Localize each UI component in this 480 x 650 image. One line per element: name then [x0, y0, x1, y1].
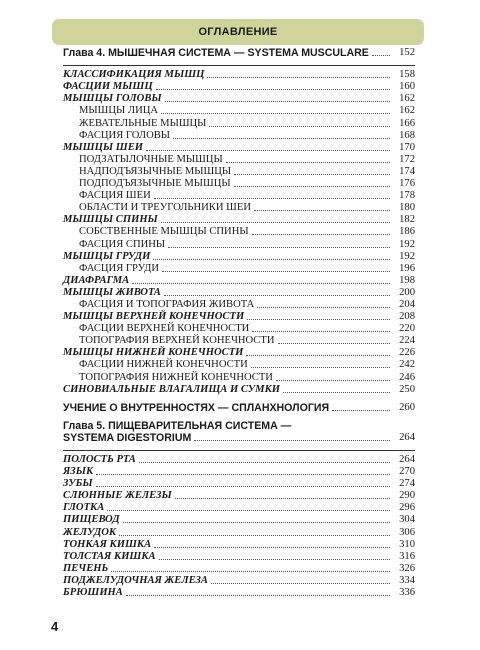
- toc-entry-page: 306: [399, 526, 415, 538]
- toc-entry-page: 172: [399, 153, 415, 165]
- toc-entry-label: СОБСТВЕННЫЕ МЫШЦЫ СПИНЫ: [79, 226, 249, 238]
- splanchnology-title: УЧЕНИЕ О ВНУТРЕННОСТЯХ — СПЛАНХНОЛОГИЯ: [63, 401, 330, 414]
- chapter-4-entries: [63, 69, 415, 396]
- leader-dots: [175, 498, 390, 499]
- toc-entry[interactable]: [63, 514, 415, 526]
- toc-entry[interactable]: [63, 466, 415, 478]
- toc-entry[interactable]: [63, 347, 415, 359]
- toc-entry-label: ОБЛАСТИ И ТРЕУГОЛЬНИКИ ШЕИ: [79, 202, 251, 214]
- toc-entry-label: БРЮШИНА: [63, 587, 123, 599]
- toc-entry-page: 168: [399, 129, 415, 141]
- toc-entry-label: ЯЗЫК: [63, 466, 94, 478]
- toc-entry-page: 334: [399, 574, 415, 586]
- toc-entry-label: ФАСЦИЯ ГРУДИ: [79, 262, 159, 274]
- leader-dots: [153, 259, 390, 260]
- toc-entry-label: МЫШЦЫ ГОЛОВЫ: [63, 93, 162, 105]
- toc-entry-page: 198: [399, 274, 415, 286]
- leader-dots: [161, 222, 390, 223]
- toc-entry-label: ПОДПОДЪЯЗЫЧНЫЕ МЫШЦЫ: [79, 178, 231, 190]
- toc-entry-label: ПОДЖЕЛУДОЧНАЯ ЖЕЛЕЗА: [63, 574, 208, 586]
- chapter-5-entry[interactable]: [63, 432, 415, 444]
- leader-dots: [278, 343, 391, 344]
- toc-entry-label: ФАСЦИИ ВЕРХНЕЙ КОНЕЧНОСТИ: [79, 323, 250, 335]
- toc-entry-label: ТОЛСТАЯ КИШКА: [63, 550, 156, 562]
- toc-entry-label: МЫШЦЫ НИЖНЕЙ КОНЕЧНОСТИ: [63, 347, 244, 359]
- toc-entry-label: ГЛОТКА: [63, 502, 105, 514]
- toc-entry-page: 176: [399, 178, 415, 190]
- toc-entry-label: МЫШЦЫ ЛИЦА: [79, 105, 159, 117]
- toc-entry-page: 196: [399, 262, 415, 274]
- leader-dots: [234, 174, 390, 175]
- leader-dots: [226, 162, 390, 163]
- leader-dots: [132, 283, 390, 284]
- toc-entry[interactable]: [63, 117, 415, 129]
- leader-dots: [194, 440, 390, 441]
- toc-entry[interactable]: [63, 587, 415, 599]
- toc-entry[interactable]: [63, 311, 415, 323]
- toc-entry-label: МЫШЦЫ ГРУДИ: [63, 250, 151, 262]
- toc-entry-page: 304: [399, 514, 415, 526]
- toc-entry[interactable]: [63, 190, 415, 202]
- toc-entry-page: 186: [399, 226, 415, 238]
- toc-entry[interactable]: [63, 454, 415, 466]
- toc-entry-label: ТОПОГРАФИЯ НИЖНЕЙ КОНЕЧНОСТИ: [79, 371, 273, 383]
- toc-entry[interactable]: [63, 69, 415, 81]
- chapter-4-page: 152: [399, 47, 415, 59]
- chapter-5-title-line1[interactable]: Глава 5. ПИЩЕВАРИТЕЛЬНАЯ СИСТЕМА —: [63, 419, 292, 432]
- leader-dots: [211, 583, 390, 584]
- toc-entry-page: 192: [399, 238, 415, 250]
- toc-entry-page: 170: [399, 141, 415, 153]
- toc-entry-label: ФАСЦИИ МЫШЦ: [63, 81, 153, 93]
- toc-entry-label: ПЕЧЕНЬ: [63, 562, 109, 574]
- toc-entry-label: ПОДЗАТЫЛОЧНЫЕ МЫШЦЫ: [79, 153, 223, 165]
- chapter-4-title: Глава 4. МЫШЕЧНАЯ СИСТЕМА — SYSTEMA MUSCULARE: [63, 47, 369, 60]
- toc-entry-label: ФАСЦИЯ И ТОПОГРАФИЯ ЖИВОТА: [79, 298, 255, 310]
- toc-entry-label: МЫШЦЫ ЖИВОТА: [63, 286, 161, 298]
- toc-entry-page: 336: [399, 587, 415, 599]
- toc-entry[interactable]: [63, 166, 415, 178]
- toc-entry-page: 246: [399, 371, 415, 383]
- leader-dots: [246, 355, 390, 356]
- leader-dots: [126, 595, 390, 596]
- toc-entry-page: 160: [399, 81, 415, 93]
- toc-entry[interactable]: [63, 202, 415, 214]
- chapter-divider: [63, 65, 415, 66]
- toc-entry[interactable]: [63, 130, 415, 142]
- page-number: 4: [51, 619, 59, 634]
- toc-entry-page: 224: [399, 335, 415, 347]
- toc-entry-label: МЫШЦЫ ВЕРХНЕЙ КОНЕЧНОСТИ: [63, 311, 245, 323]
- leader-dots: [156, 89, 390, 90]
- toc-entry-page: 180: [399, 202, 415, 214]
- toc-entry[interactable]: [63, 551, 415, 563]
- toc-entry[interactable]: [63, 226, 415, 238]
- toc-entry-label: КЛАССИФИКАЦИЯ МЫШЦ: [63, 69, 205, 81]
- toc-entry[interactable]: [63, 539, 415, 551]
- chapter-5-title-line2: SYSTEMA DIGESTORIUM: [63, 431, 192, 444]
- leader-dots: [276, 380, 390, 381]
- toc-entry[interactable]: [63, 275, 415, 287]
- toc-entry-label: ЗУБЫ: [63, 478, 93, 490]
- leader-dots: [119, 535, 390, 536]
- toc-entry[interactable]: [63, 178, 415, 190]
- leader-dots: [162, 271, 390, 272]
- toc-entry-label: ЖЕВАТЕЛЬНЫЕ МЫШЦЫ: [79, 117, 207, 129]
- toc-entry-page: 270: [399, 466, 415, 478]
- toc-entry-label: ТОНКАЯ КИШКА: [63, 538, 152, 550]
- toc-entry-page: 220: [399, 323, 415, 335]
- leader-dots: [173, 138, 390, 139]
- toc-entry-page: 296: [399, 502, 415, 514]
- toc-entry[interactable]: [63, 490, 415, 502]
- toc-entry-page: 158: [399, 69, 415, 81]
- toc-entry[interactable]: [63, 154, 415, 166]
- toc-entry-label: ФАСЦИЯ ШЕИ: [79, 190, 151, 202]
- toc-entry[interactable]: [63, 526, 415, 538]
- leader-dots: [96, 486, 390, 487]
- chapter-5-page: 264: [399, 431, 415, 443]
- leader-dots: [96, 474, 390, 475]
- toc-entry[interactable]: [63, 251, 415, 263]
- toc-entry[interactable]: [63, 214, 415, 226]
- toc-entry-page: 226: [399, 347, 415, 359]
- leader-dots: [209, 126, 390, 127]
- toc-entry-page: 162: [399, 93, 415, 105]
- toc-title: ОГЛАВЛЕНИЕ: [198, 26, 278, 38]
- toc-entry[interactable]: [63, 287, 415, 299]
- toc-entry-page: 250: [399, 383, 415, 395]
- toc-entry-page: 208: [399, 311, 415, 323]
- toc-entry-label: МЫШЦЫ ШЕИ: [63, 141, 144, 153]
- toc-entry[interactable]: [63, 142, 415, 154]
- leader-dots: [139, 462, 390, 463]
- toc-entry-label: НАДПОДЪЯЗЫЧНЫЕ МЫШЦЫ: [79, 165, 232, 177]
- toc-entry-page: 326: [399, 562, 415, 574]
- table-of-contents: [63, 47, 415, 599]
- leader-dots: [164, 295, 390, 296]
- toc-entry-page: 174: [399, 165, 415, 177]
- leader-dots: [252, 234, 390, 235]
- toc-entry[interactable]: [63, 81, 415, 93]
- toc-entry-label: ФАСЦИЯ ГОЛОВЫ: [79, 129, 171, 141]
- toc-entry[interactable]: [63, 371, 415, 383]
- leader-dots: [234, 186, 390, 187]
- chapter-4-entry[interactable]: [63, 47, 415, 59]
- toc-entry-page: 310: [399, 538, 415, 550]
- toc-entry-page: 162: [399, 105, 415, 117]
- toc-entry[interactable]: [63, 502, 415, 514]
- toc-entry-page: 166: [399, 117, 415, 129]
- toc-entry-label: ЖЕЛУДОК: [63, 526, 117, 538]
- leader-dots: [257, 307, 390, 308]
- toc-entry[interactable]: [63, 323, 415, 335]
- leader-dots: [251, 367, 390, 368]
- leader-dots: [154, 547, 390, 548]
- toc-entry[interactable]: [63, 384, 415, 396]
- leader-dots: [123, 522, 390, 523]
- toc-entry[interactable]: [63, 478, 415, 490]
- splanchnology-page: 260: [399, 401, 415, 413]
- toc-entry[interactable]: [63, 263, 415, 275]
- toc-entry[interactable]: [63, 299, 415, 311]
- toc-header: [52, 19, 424, 45]
- toc-entry[interactable]: [63, 105, 415, 117]
- leader-dots: [146, 150, 390, 151]
- toc-entry-page: 182: [399, 214, 415, 226]
- toc-entry-label: СИНОВИАЛЬНЫЕ ВЛАГАЛИЩА И СУМКИ: [63, 383, 281, 395]
- toc-entry-page: 192: [399, 250, 415, 262]
- toc-entry-page: 316: [399, 550, 415, 562]
- toc-entry[interactable]: [63, 563, 415, 575]
- toc-entry-label: ПОЛОСТЬ РТА: [63, 454, 136, 465]
- toc-entry-page: 264: [399, 454, 415, 465]
- leader-dots: [332, 410, 390, 411]
- chapter-5-entries: [63, 454, 415, 599]
- chapter-divider: [63, 450, 415, 451]
- leader-dots: [207, 77, 390, 78]
- splanchnology-entry[interactable]: [63, 402, 415, 414]
- toc-entry[interactable]: [63, 359, 415, 371]
- toc-entry-label: ПИЩЕВОД: [63, 514, 120, 526]
- toc-entry-label: МЫШЦЫ СПИНЫ: [63, 214, 158, 226]
- toc-entry[interactable]: [63, 238, 415, 250]
- leader-dots: [111, 571, 390, 572]
- leader-dots: [168, 247, 390, 248]
- toc-entry-page: 178: [399, 190, 415, 202]
- leader-dots: [165, 101, 390, 102]
- leader-dots: [159, 559, 390, 560]
- leader-dots: [107, 510, 390, 511]
- toc-entry-label: ФАСЦИИ НИЖНЕЙ КОНЕЧНОСТИ: [79, 359, 248, 371]
- leader-dots: [247, 319, 390, 320]
- toc-entry-label: ФАСЦИЯ СПИНЫ: [79, 238, 166, 250]
- toc-entry-page: 204: [399, 298, 415, 310]
- leader-dots: [254, 210, 390, 211]
- toc-entry[interactable]: [63, 93, 415, 105]
- toc-entry-page: 274: [399, 478, 415, 490]
- toc-entry-label: СЛЮННЫЕ ЖЕЛЕЗЫ: [63, 490, 172, 502]
- toc-entry-page: 242: [399, 359, 415, 371]
- leader-dots: [161, 113, 390, 114]
- leader-dots: [283, 392, 390, 393]
- toc-entry[interactable]: [63, 575, 415, 587]
- leader-dots: [252, 331, 390, 332]
- toc-entry-label: ДИАФРАГМА: [63, 274, 130, 286]
- leader-dots: [154, 198, 390, 199]
- toc-entry-page: 200: [399, 286, 415, 298]
- leader-dots: [372, 55, 390, 56]
- toc-entry[interactable]: [63, 335, 415, 347]
- toc-entry-label: ТОПОГРАФИЯ ВЕРХНЕЙ КОНЕЧНОСТИ: [79, 335, 275, 347]
- toc-entry-page: 290: [399, 490, 415, 502]
